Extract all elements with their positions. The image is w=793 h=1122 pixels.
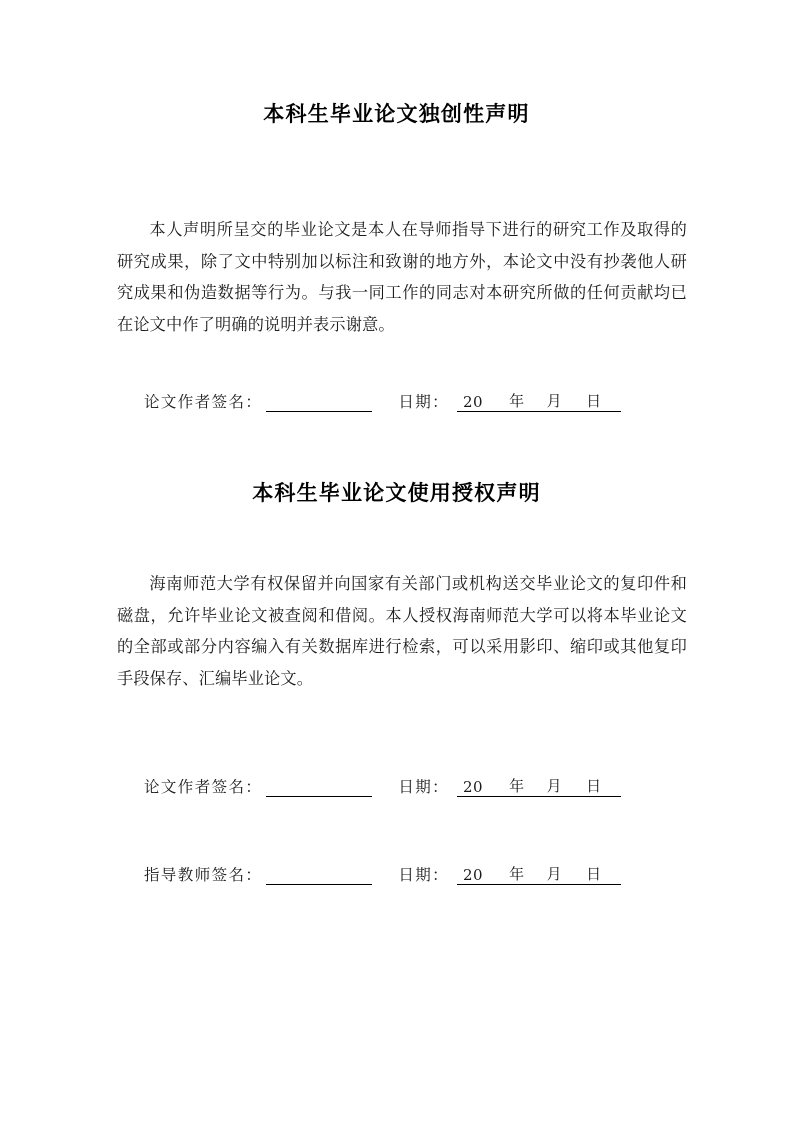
date-day-unit-3: 日	[586, 865, 602, 883]
author-signature-label-2: 论文作者签名：	[144, 778, 263, 796]
date-year-unit-2: 年	[509, 777, 525, 795]
author-signature-input-1[interactable]	[266, 394, 372, 412]
supervisor-signature-input[interactable]	[266, 867, 372, 885]
date-day-unit-1: 日	[586, 392, 602, 410]
date-label-2: 日期：	[398, 778, 450, 796]
date-group-1	[398, 390, 621, 412]
date-label-1: 日期：	[398, 393, 450, 411]
author-signature-row-2	[144, 773, 664, 797]
date-group-3	[398, 863, 621, 885]
author-signature-input-2[interactable]	[266, 779, 372, 797]
author-signature-label-1: 论文作者签名：	[144, 393, 263, 411]
date-day-unit-2: 日	[586, 777, 602, 795]
date-label-3: 日期：	[398, 866, 450, 884]
date-year-prefix-3: 20	[463, 866, 484, 884]
date-year-prefix-2: 20	[463, 778, 484, 796]
date-fill-3[interactable]	[457, 865, 621, 885]
date-fill-2[interactable]	[457, 777, 621, 797]
date-month-unit-3: 月	[546, 865, 563, 883]
originality-statement-paragraph: 本人声明所呈交的毕业论文是本人在导师指导下进行的研究工作及取得的研究成果，除了文中特别加以标注和致谢的地方外，本论文中没有抄袭他人研究成果和伪造数据等行为。与我一同工作的同志对本研究所做的任何贡献均已在论文中作了明确的说明并表示谢意。	[117, 220, 687, 334]
date-group-2	[398, 775, 621, 797]
date-year-unit-1: 年	[509, 392, 525, 410]
date-year-prefix-1: 20	[463, 393, 484, 411]
date-fill-1[interactable]	[457, 392, 621, 412]
date-year-unit-3: 年	[509, 865, 525, 883]
author-signature-row-1	[144, 388, 664, 412]
date-month-unit-1: 月	[546, 392, 563, 410]
originality-statement-body	[117, 214, 687, 340]
authorization-statement-body	[117, 568, 687, 694]
authorization-statement-title: 本科生毕业论文使用授权声明	[252, 482, 541, 505]
authorization-statement-paragraph: 海南师范大学有权保留并向国家有关部门或机构送交毕业论文的复印件和磁盘，允许毕业论文被查阅和借阅。本人授权海南师范大学可以将本毕业论文的全部或部分内容编入有关数据库进行检索，可以采用影印、缩印或其他复印手段保存、汇编毕业论文。	[117, 574, 687, 688]
date-month-unit-2: 月	[546, 777, 563, 795]
supervisor-signature-label: 指导教师签名：	[144, 866, 263, 884]
supervisor-signature-row	[144, 861, 664, 885]
originality-statement-title: 本科生毕业论文独创性声明	[263, 103, 530, 126]
